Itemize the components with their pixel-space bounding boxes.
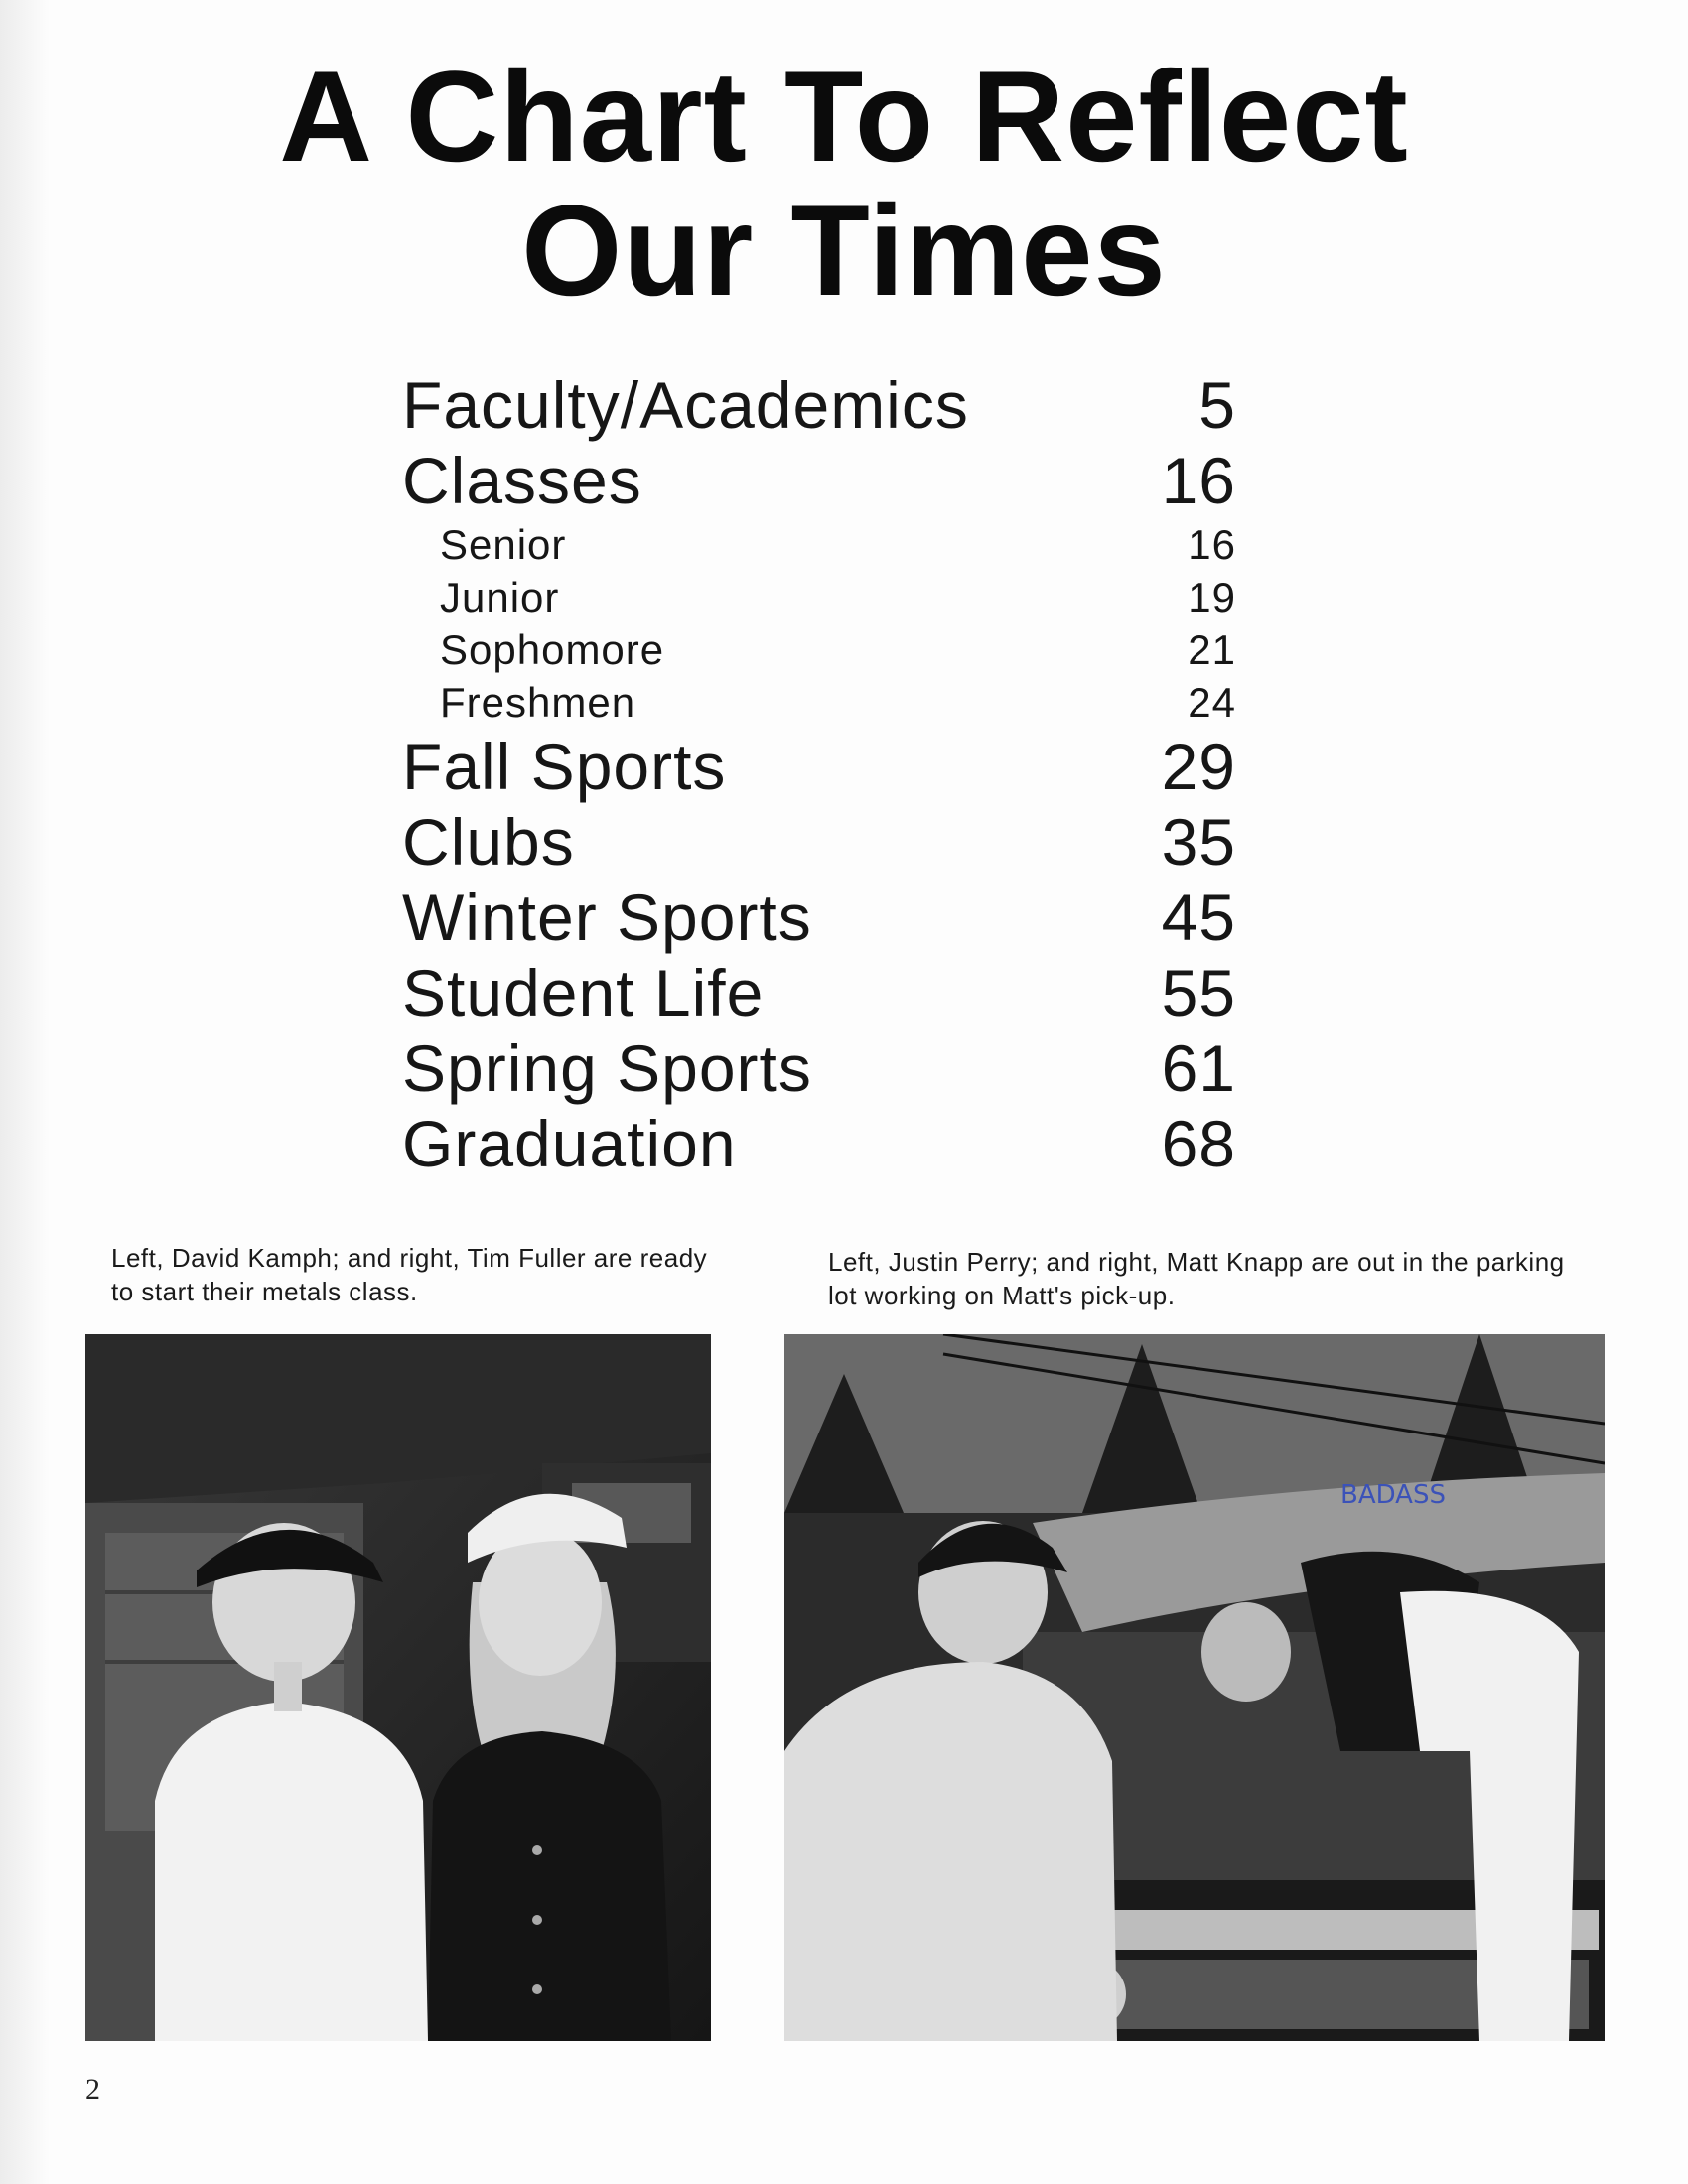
toc-entry[interactable] xyxy=(402,443,1236,518)
photo-right-illustration xyxy=(784,1334,1605,2041)
toc-entry[interactable] xyxy=(402,955,1236,1030)
toc-page-number: 68 xyxy=(1161,1107,1236,1180)
toc-label: Classes xyxy=(402,444,642,517)
toc-page-number: 29 xyxy=(1161,730,1236,803)
toc-page-number: 35 xyxy=(1161,805,1236,879)
toc-subentry[interactable] xyxy=(402,518,1236,571)
toc-entry[interactable] xyxy=(402,804,1236,880)
toc-entry[interactable] xyxy=(402,880,1236,955)
toc-label: Winter Sports xyxy=(402,881,812,954)
caption-left: Left, David Kamph; and right, Tim Fuller are ready to start their metals class. xyxy=(111,1243,708,1306)
table-of-contents xyxy=(402,367,1236,1181)
toc-subentry[interactable] xyxy=(402,676,1236,729)
caption-right: Left, Justin Perry; and right, Matt Knapp are out in the parking lot working on Matt's pick-up. xyxy=(828,1247,1565,1310)
toc-page-number: 19 xyxy=(1188,574,1236,620)
page-title xyxy=(0,44,1688,323)
toc-label: Spring Sports xyxy=(402,1031,812,1105)
toc-label: Graduation xyxy=(402,1107,737,1180)
toc-subentry[interactable] xyxy=(402,623,1236,676)
photo-right xyxy=(784,1334,1605,2041)
toc-page-number: 16 xyxy=(1161,444,1236,517)
page-number: 2 xyxy=(85,2073,100,2106)
toc-label: Faculty/Academics xyxy=(402,368,969,442)
handwriting-text: BADASS xyxy=(1340,1480,1446,1510)
toc-label: Freshmen xyxy=(440,679,636,726)
toc-label: Fall Sports xyxy=(402,730,727,803)
toc-entry[interactable] xyxy=(402,1030,1236,1106)
toc-entry[interactable] xyxy=(402,729,1236,804)
toc-label: Senior xyxy=(440,521,567,568)
scan-edge xyxy=(0,0,50,2184)
toc-page-number: 55 xyxy=(1161,956,1236,1029)
title-line-2: Our Times xyxy=(521,178,1167,323)
toc-page-number: 5 xyxy=(1198,368,1236,442)
toc-page-number: 24 xyxy=(1188,679,1236,726)
photo-left-illustration xyxy=(85,1334,711,2041)
toc-label: Junior xyxy=(440,574,560,620)
photo-left xyxy=(85,1334,711,2041)
toc-page-number: 16 xyxy=(1188,521,1236,568)
title-line-1: A Chart To Reflect xyxy=(279,44,1409,189)
toc-label: Clubs xyxy=(402,805,575,879)
toc-label: Sophomore xyxy=(440,626,665,673)
toc-entry[interactable] xyxy=(402,1106,1236,1181)
toc-page-number: 21 xyxy=(1188,626,1236,673)
toc-entry[interactable] xyxy=(402,367,1236,443)
toc-label: Student Life xyxy=(402,956,765,1029)
toc-page-number: 45 xyxy=(1161,881,1236,954)
toc-subentry[interactable] xyxy=(402,571,1236,623)
toc-page-number: 61 xyxy=(1161,1031,1236,1105)
